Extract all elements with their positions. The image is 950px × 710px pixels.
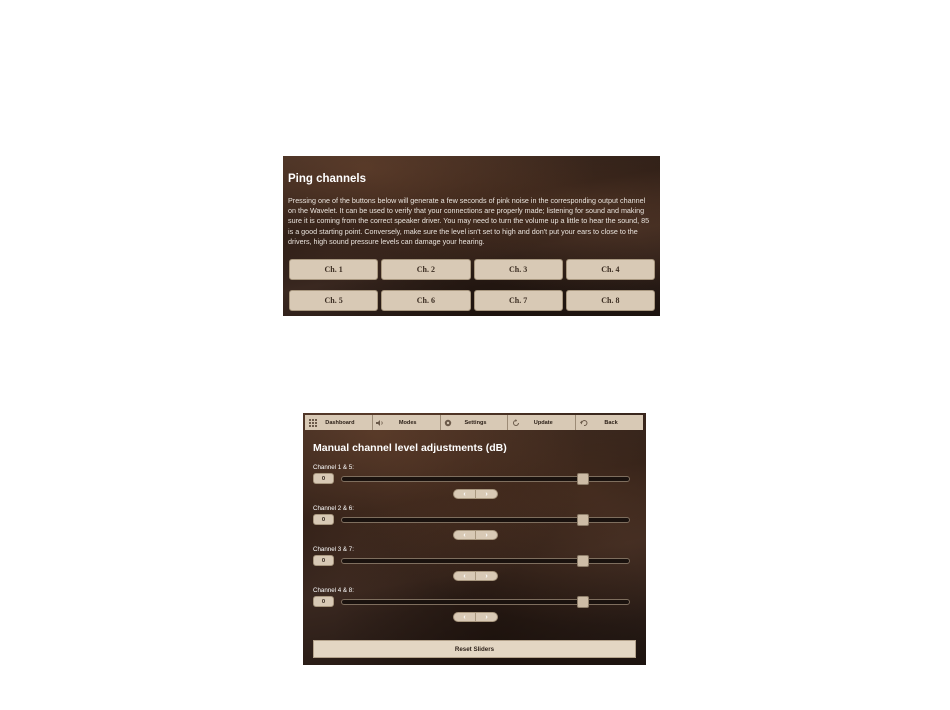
ping-ch1-button[interactable]: Ch. 1 bbox=[289, 259, 378, 280]
decrement-button[interactable] bbox=[454, 613, 476, 621]
ping-button-grid bbox=[289, 259, 655, 311]
channel-value: 0 bbox=[313, 473, 334, 484]
channel-1-5-group bbox=[313, 464, 639, 504]
ping-ch4-button[interactable]: Ch. 4 bbox=[566, 259, 655, 280]
channel-value: 0 bbox=[313, 555, 334, 566]
grid-icon bbox=[308, 418, 317, 427]
slider-thumb[interactable] bbox=[577, 555, 589, 567]
nav-update[interactable] bbox=[508, 415, 576, 430]
slider-thumb[interactable] bbox=[577, 514, 589, 526]
ping-ch6-button[interactable]: Ch. 6 bbox=[381, 290, 470, 311]
slider-thumb[interactable] bbox=[577, 473, 589, 485]
ping-channels-panel bbox=[283, 156, 660, 316]
chevron-left-icon: ‹ bbox=[463, 490, 466, 498]
nav-settings-label: Settings bbox=[464, 419, 487, 426]
channel-label: Channel 1 & 5: bbox=[313, 464, 354, 471]
nav-update-label: Update bbox=[533, 419, 553, 426]
back-arrow-icon bbox=[579, 418, 588, 427]
ping-ch3-button[interactable]: Ch. 3 bbox=[474, 259, 563, 280]
channel-3-7-group bbox=[313, 546, 639, 586]
nav-modes-label: Modes bbox=[398, 419, 417, 426]
nav-back-label: Back bbox=[604, 419, 618, 426]
level-slider-track[interactable] bbox=[341, 517, 630, 523]
ping-ch8-button[interactable]: Ch. 8 bbox=[566, 290, 655, 311]
reset-sliders-button[interactable]: Reset Sliders bbox=[313, 640, 636, 658]
level-adjust-panel bbox=[303, 413, 646, 665]
chevron-right-icon: › bbox=[485, 613, 488, 621]
nav-bar bbox=[305, 415, 643, 430]
channel-value: 0 bbox=[313, 596, 334, 607]
nav-dashboard[interactable] bbox=[305, 415, 373, 430]
nav-dashboard-label: Dashboard bbox=[325, 419, 355, 426]
level-slider-track[interactable] bbox=[341, 558, 630, 564]
level-slider-track[interactable] bbox=[341, 476, 630, 482]
increment-button[interactable] bbox=[476, 613, 497, 621]
level-stepper bbox=[453, 571, 498, 581]
chevron-left-icon: ‹ bbox=[463, 531, 466, 539]
nav-modes[interactable] bbox=[373, 415, 441, 430]
channel-4-8-group bbox=[313, 587, 639, 627]
speaker-icon bbox=[376, 418, 385, 427]
decrement-button[interactable] bbox=[454, 531, 476, 539]
channel-value: 0 bbox=[313, 514, 334, 525]
increment-button[interactable] bbox=[476, 490, 497, 498]
channel-label: Channel 2 & 6: bbox=[313, 505, 354, 512]
nav-settings[interactable] bbox=[441, 415, 509, 430]
level-slider-track[interactable] bbox=[341, 599, 630, 605]
chevron-left-icon: ‹ bbox=[463, 572, 466, 580]
channel-2-6-group bbox=[313, 505, 639, 545]
channel-label: Channel 4 & 8: bbox=[313, 587, 354, 594]
chevron-right-icon: › bbox=[485, 490, 488, 498]
ping-ch5-button[interactable]: Ch. 5 bbox=[289, 290, 378, 311]
level-stepper bbox=[453, 612, 498, 622]
level-stepper bbox=[453, 489, 498, 499]
channel-label: Channel 3 & 7: bbox=[313, 546, 354, 553]
ping-description: Pressing one of the buttons below will generate a few seconds of pink noise in the corresponding output channel on the Wavelet. It can be used to verify that your connections are properly made; listening for sound and making sure it is coming from the correct speaker driver. You may need to turn the volume up a little to hear the sound, 85 is a good starting point. Conversely, make sure the level isn't set to high and don't put your ears to close to the drivers, high sound pressure levels can damage your hearing. bbox=[288, 196, 650, 246]
nav-back[interactable] bbox=[576, 415, 643, 430]
ping-ch7-button[interactable]: Ch. 7 bbox=[474, 290, 563, 311]
refresh-icon bbox=[511, 418, 520, 427]
ping-ch2-button[interactable]: Ch. 2 bbox=[381, 259, 470, 280]
decrement-button[interactable] bbox=[454, 572, 476, 580]
ping-title: Ping channels bbox=[288, 173, 366, 185]
increment-button[interactable] bbox=[476, 572, 497, 580]
level-title: Manual channel level adjustments (dB) bbox=[313, 442, 507, 454]
slider-thumb[interactable] bbox=[577, 596, 589, 608]
chevron-right-icon: › bbox=[485, 531, 488, 539]
level-stepper bbox=[453, 530, 498, 540]
gear-icon bbox=[444, 418, 453, 427]
chevron-left-icon: ‹ bbox=[463, 613, 466, 621]
chevron-right-icon: › bbox=[485, 572, 488, 580]
decrement-button[interactable] bbox=[454, 490, 476, 498]
increment-button[interactable] bbox=[476, 531, 497, 539]
